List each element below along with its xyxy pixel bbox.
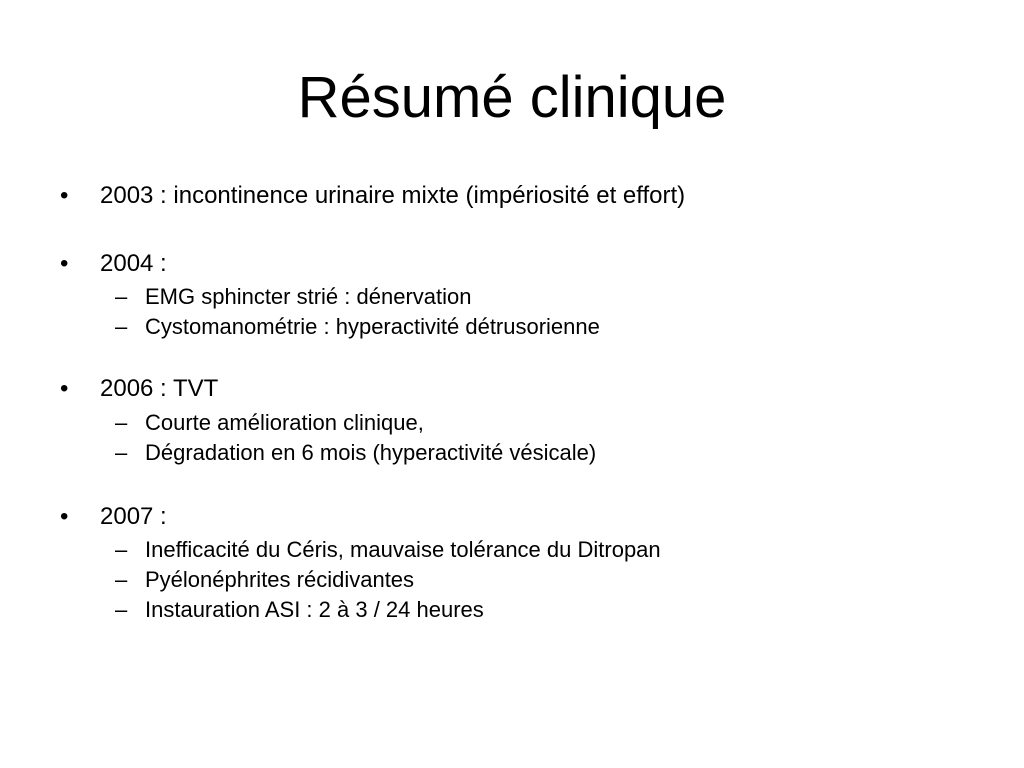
bullet-item-2007 xyxy=(0,503,1024,533)
bullet-marker: • xyxy=(60,375,69,402)
dash-marker: – xyxy=(115,440,128,465)
sub-item-text: Courte amélioration clinique, xyxy=(145,410,424,435)
sub-item xyxy=(0,440,1024,470)
bullet-text: 2007 : xyxy=(100,503,167,530)
bullet-text: 2006 : TVT xyxy=(100,375,219,402)
sub-item-text: Instauration ASI : 2 à 3 / 24 heures xyxy=(145,597,484,622)
sub-item-text: Dégradation en 6 mois (hyperactivité vésicale) xyxy=(145,440,597,465)
bullet-item-2003 xyxy=(0,182,1024,212)
dash-marker: – xyxy=(115,314,128,339)
sub-item-text: Inefficacité du Céris, mauvaise tolérance du Ditropan xyxy=(145,537,661,562)
dash-marker: – xyxy=(115,567,128,592)
bullet-text: 2004 : xyxy=(100,250,167,277)
bullet-item-2004 xyxy=(0,250,1024,280)
bullet-text: 2003 : incontinence urinaire mixte (impériosité et effort) xyxy=(100,182,686,209)
sub-item xyxy=(0,567,1024,597)
sub-item xyxy=(0,537,1024,567)
dash-marker: – xyxy=(115,284,128,309)
sub-item-text: EMG sphincter strié : dénervation xyxy=(145,284,472,309)
sub-item xyxy=(0,410,1024,440)
bullet-item-2006 xyxy=(0,375,1024,405)
bullet-marker: • xyxy=(60,250,69,277)
sub-item-text: Pyélonéphrites récidivantes xyxy=(145,567,415,592)
slide-title: Résumé clinique xyxy=(297,65,727,130)
sub-item-text: Cystomanométrie : hyperactivité détrusorienne xyxy=(145,314,600,339)
dash-marker: – xyxy=(115,537,128,562)
dash-marker: – xyxy=(115,410,128,435)
bullet-marker: • xyxy=(60,503,69,530)
sub-item xyxy=(0,597,1024,627)
dash-marker: – xyxy=(115,597,128,622)
sub-item xyxy=(0,314,1024,344)
bullet-marker: • xyxy=(60,182,69,209)
sub-item xyxy=(0,284,1024,314)
